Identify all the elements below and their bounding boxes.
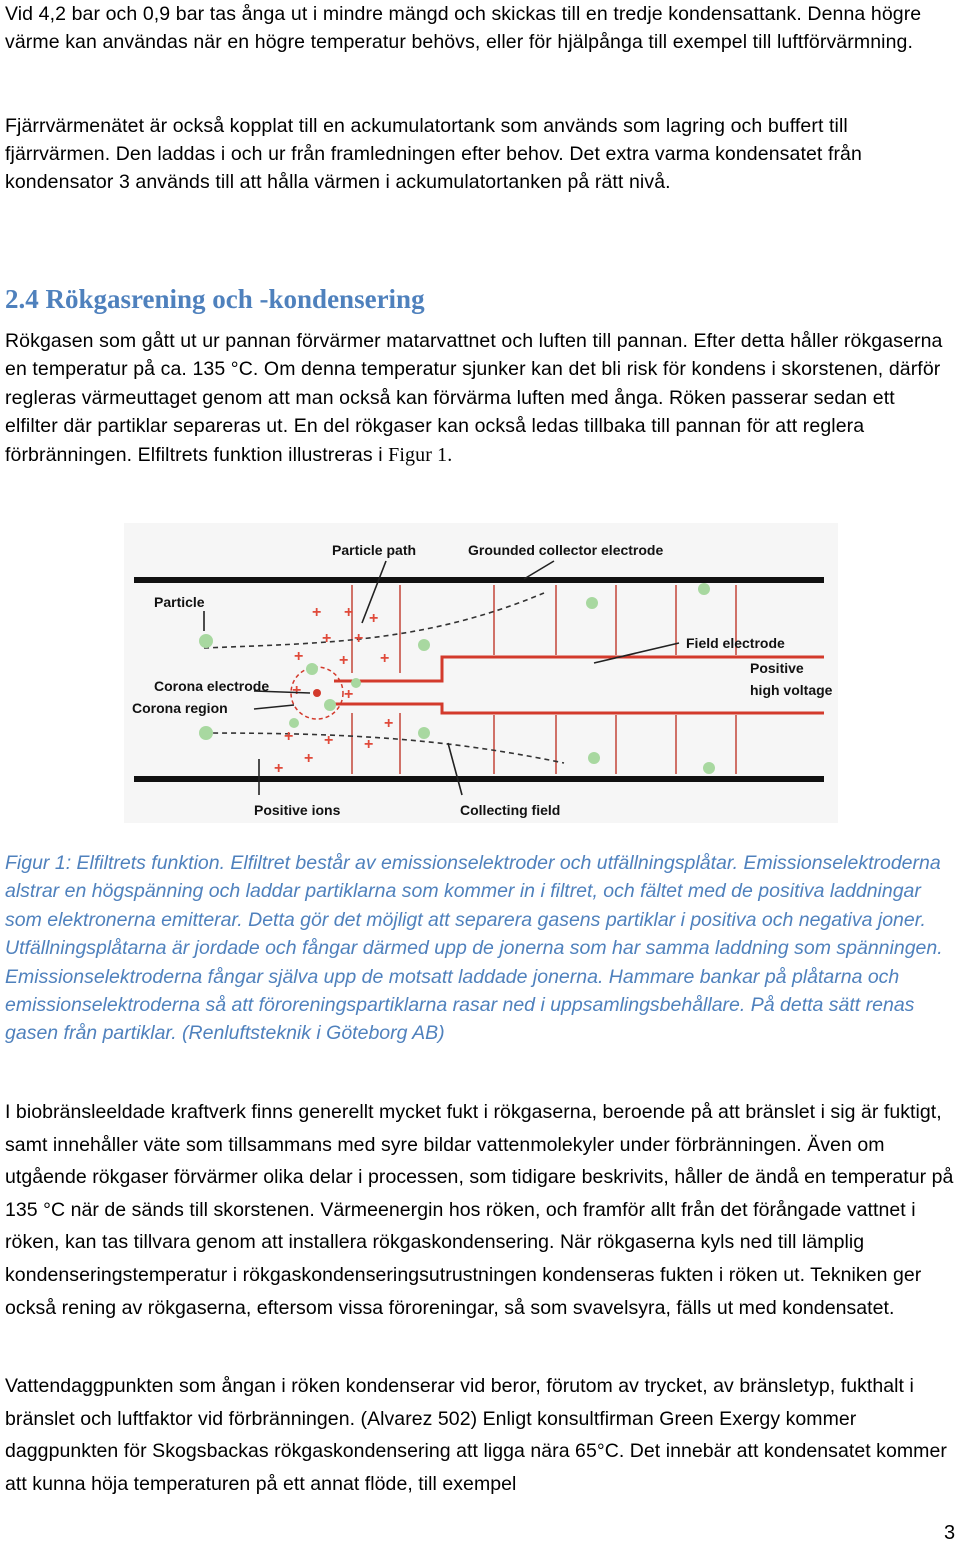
label-particle: Particle — [154, 594, 205, 610]
label-particle-path: Particle path — [332, 542, 417, 558]
paragraph-flue-gas-cleaning — [5, 327, 950, 469]
svg-text:+: + — [354, 630, 364, 647]
corona-electrode-dot — [313, 689, 321, 697]
page-number: 3 — [944, 1522, 956, 1544]
label-positive-ions: Positive ions — [254, 802, 341, 818]
svg-text:+: + — [369, 610, 379, 627]
label-collecting-field: Collecting field — [460, 802, 561, 818]
positive-ion-signs — [274, 604, 393, 777]
label-positive: Positive — [750, 660, 804, 676]
svg-text:+: + — [339, 652, 349, 669]
figure-caption: Figur 1: Elfiltrets funktion. Elfiltret består av emissionselektroder och utfällningsplåtar. Emissionselektroderna alstrar en högspänning och laddar partiklarna som kommer in i filtret, och fältet med de positiva laddningar som elektronerna emitterar. Detta gör det möjligt att separera gasens partiklar i positiva och negativa joner. Utfällningsplåtarna är jordade och fångar därmed upp de jonerna som har samma laddning som spänningen. Emissionselektroderna fångar själva upp de motsatt laddade jonerna. Hammare bankar på plåtarna och emissionselektroderna så att föroreningspartiklarna rasar ned i uppsamlingsbehållare. På detta sätt renas gasen från partiklar. (Renluftsteknik i Göteborg AB) — [5, 852, 943, 1045]
svg-text:+: + — [384, 715, 394, 732]
paragraph-flue-gas-text: Rökgasen som gått ut ur pannan förvärmer matarvattnet och luften till pannan. Efter detta håller rökgaserna en temperatur på ca. 135 °C. Om denna temperatur sjunker kan det bli risk för kondens i skorstenen, därför regleras värmeuttaget genom att man också kan förvärma luften med ånga. Röken passerar sedan ett elfilter där partiklar separeras ut. En del rökgaser kan också ledas tillbaka till pannan för att reglera förbränningen. Elfiltrets funktion illustreras i — [5, 330, 943, 466]
svg-text:+: + — [294, 648, 304, 665]
svg-text:+: + — [364, 736, 374, 753]
electrostatic-filter-diagram — [124, 523, 838, 823]
field-electrode-lower — [334, 704, 824, 713]
svg-text:+: + — [324, 732, 334, 749]
svg-text:+: + — [274, 760, 284, 777]
label-grounded-collector: Grounded collector electrode — [468, 542, 664, 558]
svg-text:+: + — [284, 728, 294, 745]
label-high-voltage: high voltage — [750, 682, 833, 698]
svg-text:+: + — [304, 750, 314, 767]
svg-text:+: + — [312, 604, 322, 621]
figure-reference-link[interactable]: Figur 1. — [388, 443, 453, 466]
label-field-electrode: Field electrode — [686, 635, 785, 651]
label-corona-electrode: Corona electrode — [154, 678, 270, 694]
particle-path-lower — [204, 733, 564, 763]
paragraph-accumulator-tank: Fjärrvärmenätet är också kopplat till en ackumulatortank som används som lagring och buffert till fjärrvärmen. Den laddas i och ur från framledningen efter behov. Det extra varma kondensatet från kondensator 3 används till att hålla värmen i ackumulatortanken på rätt nivå. — [5, 115, 862, 193]
svg-text:+: + — [380, 650, 390, 667]
svg-text:+: + — [292, 682, 302, 699]
svg-text:+: + — [344, 686, 354, 703]
svg-text:+: + — [344, 604, 354, 621]
paragraph-dew-point: Vattendaggpunkten som ångan i röken kondenserar vid beror, förutom av trycket, av bränsletyp, fukthalt i bränslet och luftfaktor vid förbränningen. (Alvarez 502) Enligt konsultfirman Green Exergy kommer daggpunkten för Skogsbackas rökgaskondensering att ligga nära 65°C. Det innebär att kondensatet kommer att kunna höja temperaturen på ett annat flöde, till exempel — [5, 1375, 947, 1495]
top-collector-plate — [134, 577, 824, 583]
bottom-collector-plate — [134, 776, 824, 782]
svg-text:+: + — [322, 630, 332, 647]
electrostatic-filter-figure — [124, 523, 838, 823]
paragraph-flue-gas-condensation: I biobränsleeldade kraftverk finns generellt mycket fukt i rökgaserna, beroende på att bränslet i sig är fuktigt, samt innehåller väte som tillsammans med syre bildar vattenmolekyler under förbränningen. Även om utgående rökgaser förvärmer olika delar i processen, som tidigare beskrivits, håller de ändå en temperatur på 135 °C när de sänds till skorstenen. Värmeenergin hos röken, och framför allt från det förångade vattnet i röken, kan tas tillvara genom att installera rökgaskondensering. När rökgaserna kyls ned till lämplig kondenseringstemperatur i rökgaskondenseringsutrustningen kondenseras fukten i röken ut. Tekniken ger också rening av rökgaserna, eftersom vissa föroreningar, så som svavelsyra, fälls ut med kondensatet. — [5, 1101, 954, 1319]
section-heading: 2.4 Rökgasrening och -kondensering — [5, 284, 425, 314]
paragraph-steam-extraction: Vid 4,2 bar och 0,9 bar tas ånga ut i mindre mängd och skickas till en tredje kondensattank. Denna högre värme kan användas när en högre temperatur behövs, eller för hjälpånga till exempel till luftförvärmning. — [5, 3, 922, 53]
label-corona-region: Corona region — [132, 700, 228, 716]
